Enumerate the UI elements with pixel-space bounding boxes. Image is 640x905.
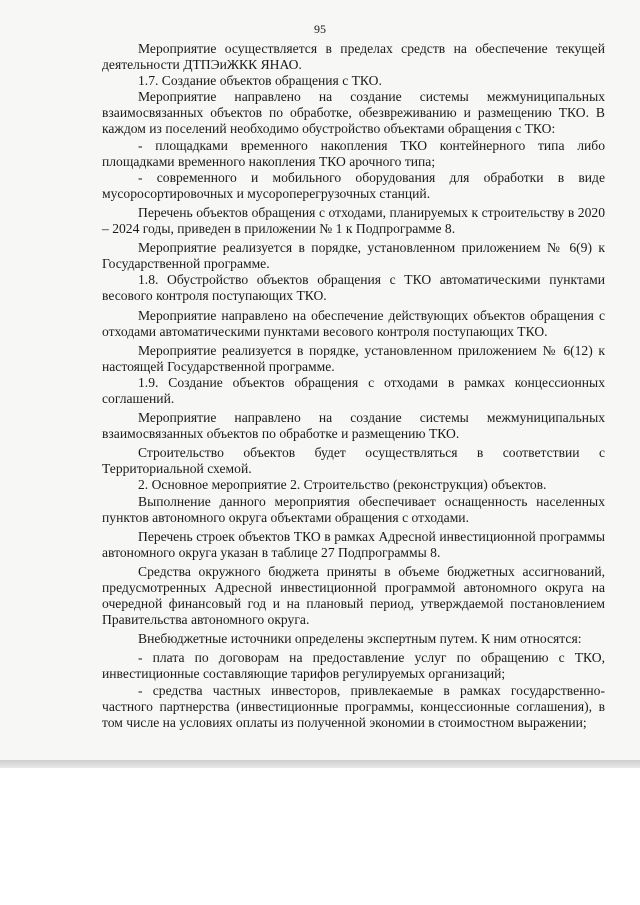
heading-1-9: 1.9. Создание объектов обращения с отходами в рамках концессионных соглашений. [102, 374, 605, 406]
heading-1-8: 1.8. Обустройство объектов обращения с ТКО автоматическими пунктами весового контроля поступающих ТКО. [102, 272, 605, 304]
paragraph-1-7-purpose: Мероприятие направлено на создание системы межмуниципальных взаимосвязанных объектов по обработке, обезвреживанию и размещению ТКО. В каждом из поселений необходимо обустройство объектами обращения с ТКО: [102, 89, 605, 137]
paragraph-territorial-scheme: Строительство объектов будет осуществляться в соответствии с Территориальной схемой. [102, 445, 605, 477]
paragraph-objects-list: Перечень объектов обращения с отходами, планируемых к строительству в 2020 – 2024 годы, приведен в приложении № 1 к Подпрограмме 8. [102, 204, 605, 237]
paragraph-construction-list: Перечень строек объектов ТКО в рамках Адресной инвестиционной программы автономного округа указан в таблице 27 Подпрограммы 8. [102, 528, 605, 560]
heading-main-event-2: 2. Основное мероприятие 2. Строительство (реконструкция) объектов. [138, 477, 547, 493]
list-item-equipment: - современного и мобильного оборудования для обработки в виде мусоросортировочных и мусороперегрузочных станций. [102, 169, 605, 201]
paragraph-budget-funds: Средства окружного бюджета приняты в объеме бюджетных ассигнований, предусмотренных Адресной инвестиционной программой автономного округа на очередной финансовый год и на плановый период, утверждаемой постановлением Правительства автономного округа. [102, 563, 605, 628]
list-item-sites: - площадками временного накопления ТКО контейнерного типа либо площадками временного накопления ТКО арочного типа; [102, 137, 605, 169]
list-item-private-investors: - средства частных инвесторов, привлекаемые в рамках государственно-частного партнерства (инвестиционные программы, концессионные соглашения), в том числе на условиях оплаты из полученной экономии в стоимостном выражении; [102, 682, 605, 730]
paragraph-1-8-purpose: Мероприятие направлено на обеспечение действующих объектов обращения с отходами автоматическими пунктами весового контроля поступающих ТКО. [102, 307, 605, 339]
scan-edge [0, 760, 640, 768]
page-number: 95 [314, 22, 326, 36]
heading-1-7: 1.7. Создание объектов обращения с ТКО. [138, 73, 382, 89]
paragraph-event-2-purpose: Выполнение данного мероприятия обеспечивает оснащенность населенных пунктов автономного округа объектами обращения с отходами. [102, 493, 605, 525]
paragraph-1-7-procedure: Мероприятие реализуется в порядке, установленном приложением № 6(9) к Государственной программе. [102, 240, 605, 272]
paragraph-extrabudgetary: Внебюджетные источники определены экспертным путем. К ним относятся: [138, 631, 582, 647]
list-item-contract-fees: - плата по договорам на предоставление услуг по обращению с ТКО, инвестиционные составляющие тарифов регулируемых организаций; [102, 650, 605, 682]
paragraph-1-9-purpose: Мероприятие направлено на создание системы межмуниципальных взаимосвязанных объектов по обработке и размещению ТКО. [102, 410, 605, 442]
paragraph-funding: Мероприятие осуществляется в пределах средств на обеспечение текущей деятельности ДТПЭиЖКК ЯНАО. [102, 41, 605, 73]
document-body [102, 41, 605, 731]
paragraph-1-8-procedure: Мероприятие реализуется в порядке, установленном приложением № 6(12) к настоящей Государственной программе. [102, 342, 605, 374]
